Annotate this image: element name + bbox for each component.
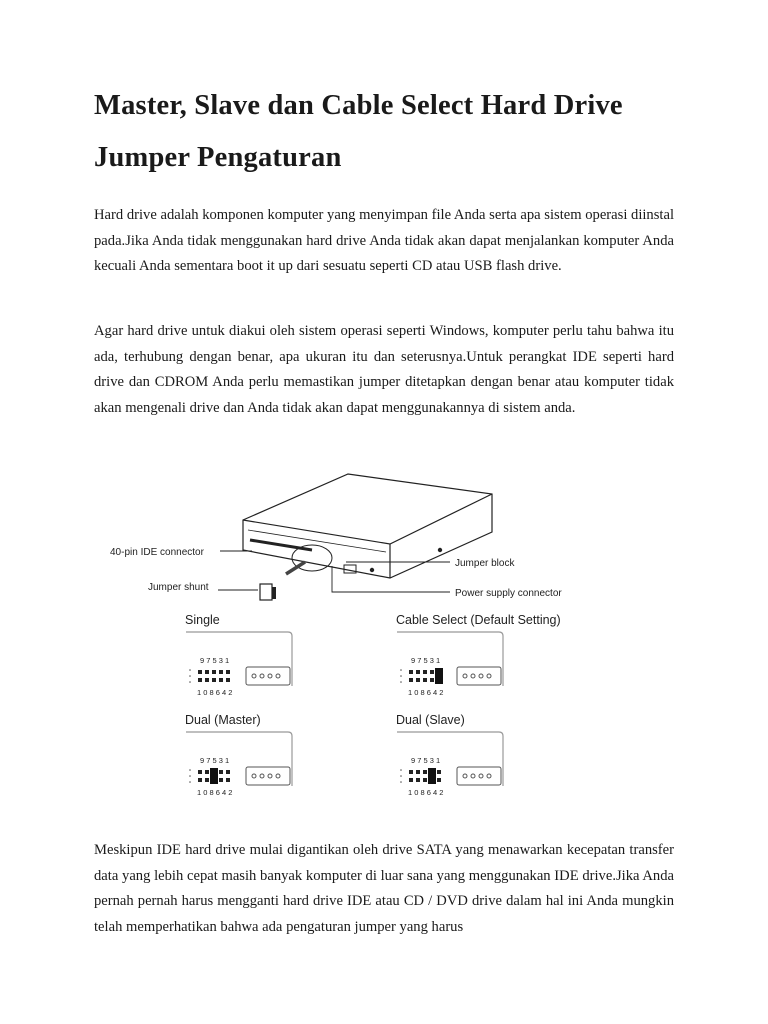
callout-power-connector: Power supply connector (455, 588, 562, 599)
bottom-pin-numbers: 1 0 8 6 4 2 (408, 788, 444, 797)
jumper-shunt-on-pins (435, 668, 443, 684)
paragraph-ide-detection: Agar hard drive untuk diakui oleh sistem operasi seperti Windows, komputer perlu tahu bahwa itu ada, terhubung dengan benar, apa ukuran itu dan seterusnya.Untuk perangkat IDE seperti hard drive dan CDROM Anda perlu memastikan jumper ditetapkan dengan benar atau komputer tidak akan mengenali drive dan Anda tidak akan dapat menggunakannya di sistem anda. (94, 323, 674, 416)
setting-label: Dual (Slave) (396, 713, 465, 727)
callout-ide-connector: 40-pin IDE connector (110, 547, 204, 558)
document-title: Master, Slave dan Cable Select Hard Drive Jumper Pengaturan (94, 90, 623, 173)
jumper-diagram (100, 470, 600, 810)
paragraph-sata-transition: Meskipun IDE hard drive mulai digantikan oleh drive SATA yang menawarkan kecepatan transfer data yang lebih cepat masih banyak komputer di luar sana yang menggunakan IDE drive.Jika Anda pernah pernah harus mengganti hard drive IDE atau CD / DVD drive dalam hal ini Anda mungkin telah memperhatikan bahwa ada pengaturan jumper yang harus (94, 842, 674, 935)
setting-label: Dual (Master) (185, 713, 261, 727)
top-pin-numbers: 9 7 5 3 1 (200, 756, 230, 765)
callout-jumper-block: Jumper block (455, 558, 515, 569)
bottom-pin-numbers: 1 0 8 6 4 2 (197, 788, 233, 797)
top-pin-numbers: 9 7 5 3 1 (411, 656, 441, 665)
setting-dual-slave (396, 713, 503, 797)
bottom-pin-numbers: 1 0 8 6 4 2 (408, 688, 444, 697)
jumper-shunt-on-pins (428, 768, 436, 784)
setting-dual-master (185, 713, 292, 797)
callout-jumper-shunt: Jumper shunt (148, 582, 209, 593)
bottom-pin-numbers: 1 0 8 6 4 2 (197, 688, 233, 697)
jumper-shunt-on-pins (210, 768, 218, 784)
top-pin-numbers: 9 7 5 3 1 (411, 756, 441, 765)
setting-cable-select (396, 613, 561, 697)
setting-label: Single (185, 613, 220, 627)
jumper-settings-figure (100, 470, 600, 810)
paragraph-intro: Hard drive adalah komponen komputer yang menyimpan file Anda serta apa sistem operasi diinstal pada.Jika Anda tidak menggunakan hard drive Anda tidak akan dapat menjalankan komputer Anda kecuali Anda sementara boot it up dari sesuatu seperti CD atau USB flash drive. (94, 207, 674, 274)
top-pin-numbers: 9 7 5 3 1 (200, 656, 230, 665)
jumper-shunt-illustration (260, 584, 276, 600)
setting-label: Cable Select (Default Setting) (396, 613, 561, 627)
setting-single (185, 613, 292, 697)
